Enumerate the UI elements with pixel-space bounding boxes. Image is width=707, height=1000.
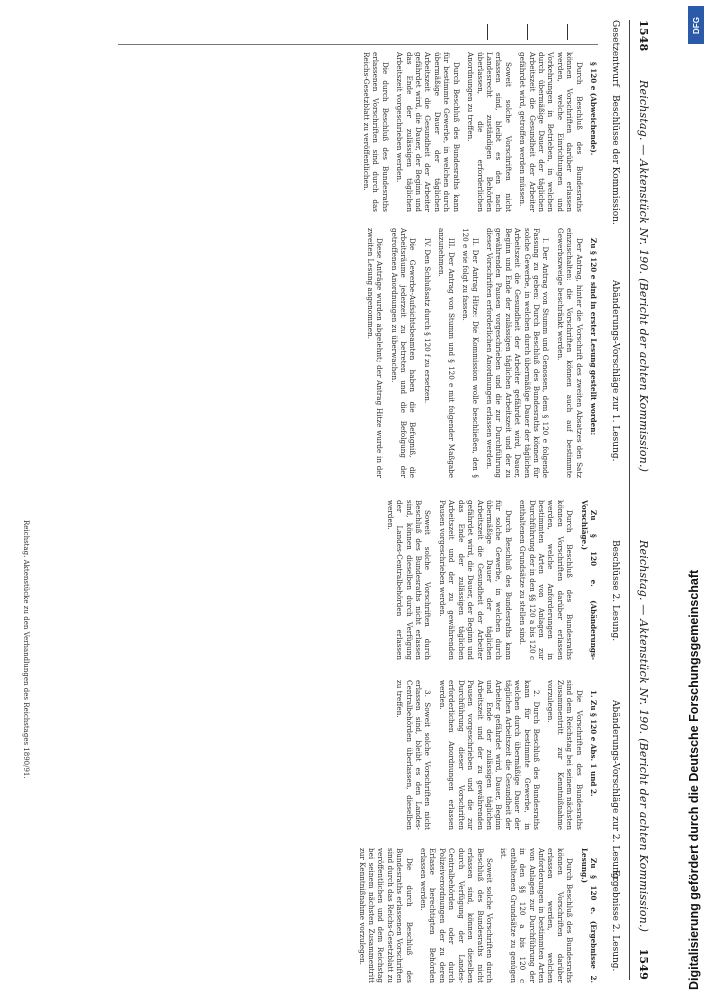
- column-headings: [604, 20, 620, 980]
- margin-mark: [567, 24, 568, 40]
- paragraph: I. Der Antrag von Stumm und Genossen, dem § 120 e folgende Fassung zu geben: Durch Beschluß des Bundesraths können für solche Gewerbe, in welchen durch übermäßige Dauer der täglichen Arbeitszeit die Gesundheit der Arbeiter gefährdet wird, Dauer, Beginn und Ende der zulässigen täglichen Arbeitszeit und der zu gewährenden Pausen vorgeschrieben und die zur Durchführung dieser Vorschriften erforderlichen Anordnungen erlassen werden.: [484, 228, 551, 478]
- paragraph: § 120 e (Abweichende).: [589, 62, 598, 156]
- dfg-logo-icon: DFG: [688, 6, 704, 44]
- paragraph: Zu § 120 e. (Abänderungs-Vorschläge.): [579, 500, 598, 660]
- page-footnote: Reichstag. Aktenstücke zu den Verhandlungen des Reichstages 1890/91.: [22, 520, 30, 779]
- running-title-right: Reichstag. — Aktenstück Nr. 190. (Bericht der achten Kommission.): [637, 540, 650, 933]
- paragraph: Zu § 120 e. (Ergebnisse 2. Lesung.): [579, 848, 598, 983]
- subhead-right-a: Beschlüsse 2. Lesung.: [610, 540, 620, 642]
- paragraph: Soweit solche Vorschriften nicht erlassen sind, bleibt es den nach Landesrecht zuständigen Behörden überlassen, die erforderlichen Anordnungen zu treffen.: [466, 52, 513, 212]
- paragraph: Soweit solche Vorschriften durch Beschluß des Bundesraths nicht erlassen sind, können dieselben durch Verfügung der Landes-Centralbehörden erlassen werden.: [385, 500, 433, 660]
- paragraph: Diese Anträge wurden abgelehnt; der Antrag Hitze wurde in der zweiten Lesung angenommen.: [365, 228, 385, 478]
- paragraph: Der Antrag, hinter die Vorschrift des zweiten Absatzes den Satz einzuschalten: die Vorschriften können auch auf bestimmte Gewerbszweige beschränkt werden.: [555, 228, 584, 478]
- header-rule: [629, 20, 630, 980]
- subhead-left-a: Beschlüsse der Kommission.: [610, 95, 620, 225]
- page-number-left: 1548: [637, 20, 650, 52]
- paragraph: II. Der Antrag Hitze: Die Kommission wolle beschließen, den § 120 e wie folgt zu fassen.: [461, 228, 480, 478]
- column-committee: [348, 52, 598, 212]
- page-header: [628, 20, 650, 980]
- column-proposals-1: [28, 228, 598, 478]
- paragraph: Soweit solche Vorschriften durch Beschluß des Bundesraths nicht erlassen sind, können dieselben durch Verfügung der Landes-Centralbehörden oder durch Polizeiverordnungen der zu deren Erlasse berechtigten Behörden erlassen werden.: [419, 848, 494, 983]
- paragraph: Durch Beschluß des Bundesraths können Vorschriften darüber erlassen werden, welche Anforderungen in bestimmten Arten von Anlagen zur Durchführung der in den §§ 120 a bis 120 c enthaltenen Grundsätze zu stellen sind.: [518, 500, 575, 660]
- paragraph: Die Vorschriften des Bundesraths sind dem Reichstag bei seinem nächsten Zusammentritt zur Kenntnißnahme vorzulegen.: [546, 680, 584, 830]
- paragraph: Durch Beschluß des Bundesraths kann für solche Gewerbe, in welchen durch übermäßige Dauer der täglichen Arbeitszeit die Gesundheit der Arbeiter gefährdet wird, die Dauer, der Beginn und das Ende der zulässigen täglichen Arbeitszeit und der zu gewährenden Pausen vorgeschrieben werden.: [437, 500, 513, 660]
- column-proposals-2: [395, 680, 598, 830]
- dfg-sidebar: [685, 0, 707, 1000]
- column-decisions-2: [178, 500, 598, 660]
- margin-mark: [487, 24, 488, 40]
- column-results-2: [268, 848, 598, 983]
- paragraph: III. Der Antrag von Stumm und § 120 e mit folgender Maßgabe anzunehmen.: [437, 228, 456, 478]
- margin-gutter: [118, 20, 598, 45]
- paragraph: Durch Beschluß des Bundesraths kann für bestimmte Gewerbe, in welchen durch übermäßige Dauer der täglichen Arbeitszeit die Gesundheit der Arbeiter gefährdet wird, die Dauer, der Beginn und das Ende der zulässigen täglichen Arbeitszeit vorgeschrieben werden.: [395, 52, 461, 212]
- paragraph: Durch Beschluß des Bundesraths können Vorschriften darüber erlassen werden, welchen Anforderungen in bestimmten Arten von Anlagen zur Durchführung der in den §§ 120 a bis 120 c enthaltenen Grundsätze zu genügen ist.: [499, 848, 575, 983]
- dfg-credit-label: Digitalisierung gefördert durch die Deutsche Forschungsgemeinschaft: [687, 569, 701, 990]
- paragraph: Durch Beschluß des Bundesraths können Vorschriften darüber erlassen werden, welche Einrichtungen und Vorkehrungen in Betrieben, in welchen durch übermäßige Dauer der täglichen Arbeitszeit die Gesundheit der Arbeiter gefährdet wird, getroffen werden müssen.: [518, 52, 584, 212]
- paragraph: Die durch Beschluß des Bundesraths erlassenen Vorschriften sind durch das Reichs-Gesetzblatt zu veröffentlichen.: [362, 52, 390, 212]
- running-title-left: Reichstag. — Aktenstück Nr. 190. (Bericht der achten Kommission.): [637, 80, 650, 473]
- subhead-right-c: Ergebnisse 2. Lesung.: [610, 870, 620, 972]
- subhead-left-b: Abänderungs-Vorschläge zur 1. Lesung.: [610, 280, 620, 462]
- margin-mark: [527, 24, 528, 40]
- paragraph: 2. Durch Beschluß des Bundesraths kann für bestimmte Gewerbe, in welchen durch übermäßige Dauer der täglichen Arbeitszeit die Gesundheit der Arbeiter gefährdet wird, Dauer, Beginn und Ende der zulässigen täglichen Arbeitszeit und der zu gewährenden Pausen vorgeschrieben und die zur Durchführung dieser Vorschriften erforderlichen Anordnungen erlassen werden.: [437, 680, 541, 830]
- paragraph: 1. Zu § 120 e Abs. 1 und 2.: [589, 690, 598, 797]
- page-number-right: 1549: [637, 948, 650, 980]
- paragraph: Zu § 120 e sind in erster Lesung gestellt worden:: [589, 238, 598, 436]
- paragraph: IV. Den Schlußsatz durch § 120 f zu ersetzen.: [422, 238, 432, 404]
- paragraph: 3. Soweit solche Vorschriften nicht erlassen sind, bleibt es den Landes-Centralbehörden überlassen, dieselben zu treffen.: [395, 680, 433, 830]
- paragraph: Die durch Beschluß des Bundesraths erlassenen Vorschriften sind durch das Reichs-Gesetzblatt zu veröffentlichen und dem Reichstag bei seinem nächsten Zusammentritt zur Kenntnißnahme vorzulegen.: [357, 848, 414, 983]
- paragraph: Die Gewerbe-Aufsichtsbeamten haben die Befugniß, die Arbeitsräume jederzeit zu betreten und die Befolgung der getroffenen Anordnungen zu überwachen.: [389, 228, 418, 478]
- subhead-margin: Gesetzentwurf: [610, 20, 620, 87]
- subhead-right-b: Abänderungs-Vorschläge zur 2. Lesung.: [610, 700, 620, 882]
